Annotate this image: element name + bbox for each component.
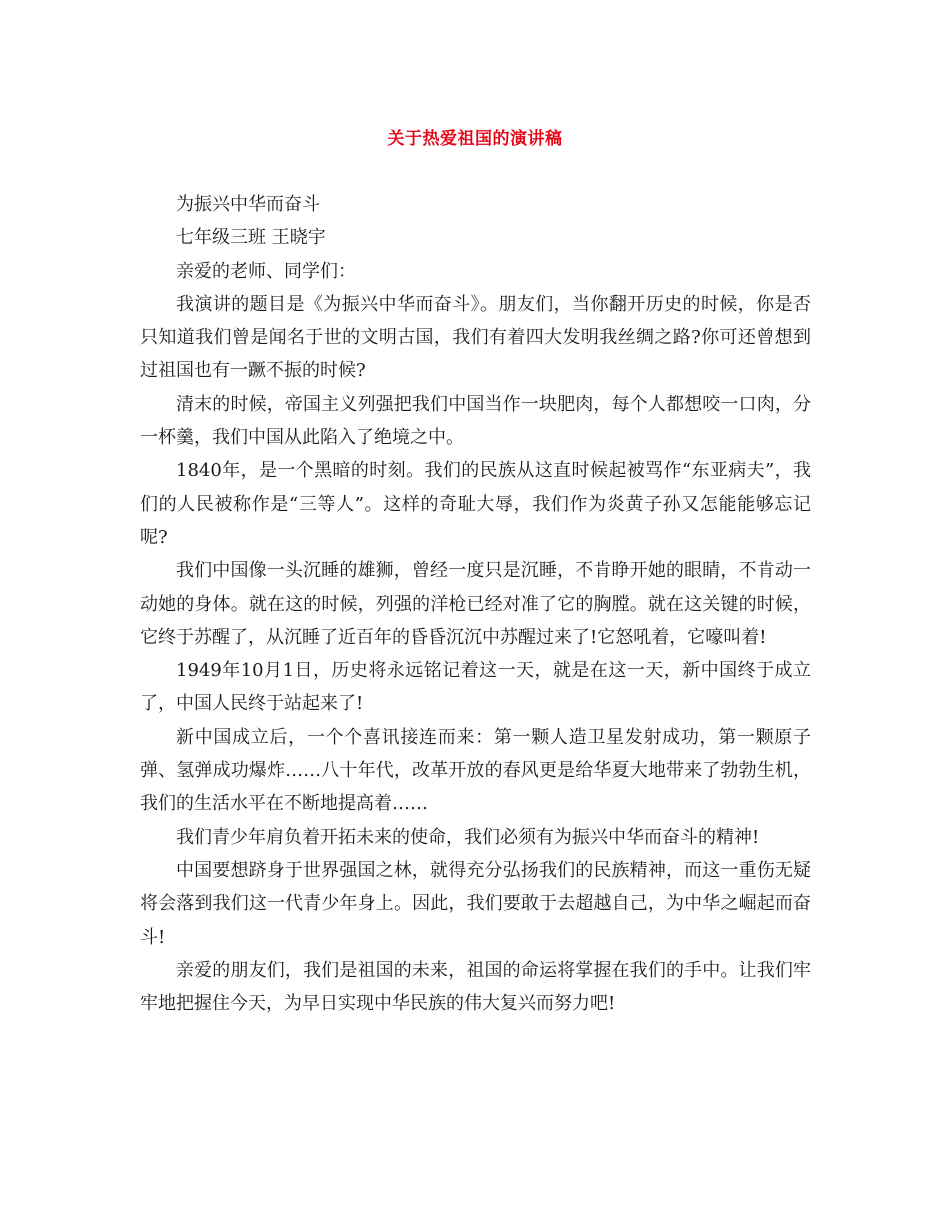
paragraph: 我演讲的题目是《为振兴中华而奋斗》。朋友们，当你翻开历史的时候，你是否只知道我们曾是闻名于世的文明古国，我们有着四大发明我丝绸之路?你可还曾想到过祖国也有一蹶不振的时候? xyxy=(140,293,811,382)
paragraph: 我们青少年肩负着开拓未来的使命，我们必须有为振兴中华而奋斗的精神! xyxy=(176,826,760,848)
paragraph: 我们中国像一头沉睡的雄狮，曾经一度只是沉睡，不肯睁开她的眼睛，不肯动一动她的身体。就在这的时候，列强的洋枪已经对准了它的胸膛。就在这关键的时候，它终于苏醒了，从沉睡了近百年的昏昏沉沉中苏醒过来了!它怒吼着，它嚎叫着! xyxy=(140,560,811,648)
document-body xyxy=(140,188,811,1020)
paragraph: 亲爱的朋友们，我们是祖国的未来，祖国的命运将掌握在我们的手中。让我们牢牢地把握住今天，为早日实现中华民族的伟大复兴而努力吧! xyxy=(140,959,811,1015)
speaker-line: 七年级三班 王晓宇 xyxy=(176,227,326,249)
speech-heading: 为振兴中华而奋斗 xyxy=(176,194,320,215)
paragraph: 1949年10月1日，历史将永远铭记着这一天，就是在这一天，新中国终于成立了，中国人民终于站起来了! xyxy=(140,660,811,715)
paragraph: 中国要想跻身于世界强国之林，就得充分弘扬我们的民族精神，而这一重伤无疑将会落到我们这一代青少年身上。因此，我们要敢于去超越自己，为中华之崛起而奋斗! xyxy=(140,859,811,948)
paragraph: 清末的时候，帝国主义列强把我们中国当作一块肥肉，每个人都想咬一口肉，分一杯羹，我们中国从此陷入了绝境之中。 xyxy=(140,393,811,449)
document-title: 关于热爱祖国的演讲稿 xyxy=(387,129,563,149)
paragraph: 1840年，是一个黑暗的时刻。我们的民族从这直时候起被骂作“东亚病夫”，我们的人民被称作是“三等人”。这样的奇耻大辱，我们作为炎黄子孙又怎能能够忘记呢? xyxy=(140,460,811,548)
paragraph: 新中国成立后，一个个喜讯接连而来：第一颗人造卫星发射成功，第一颗原子弹、氢弹成功爆炸……八十年代，改革开放的春风更是给华夏大地带来了勃勃生机，我们的生活水平在不断地提高着…… xyxy=(140,726,811,815)
salutation: 亲爱的老师、同学们： xyxy=(176,260,356,282)
